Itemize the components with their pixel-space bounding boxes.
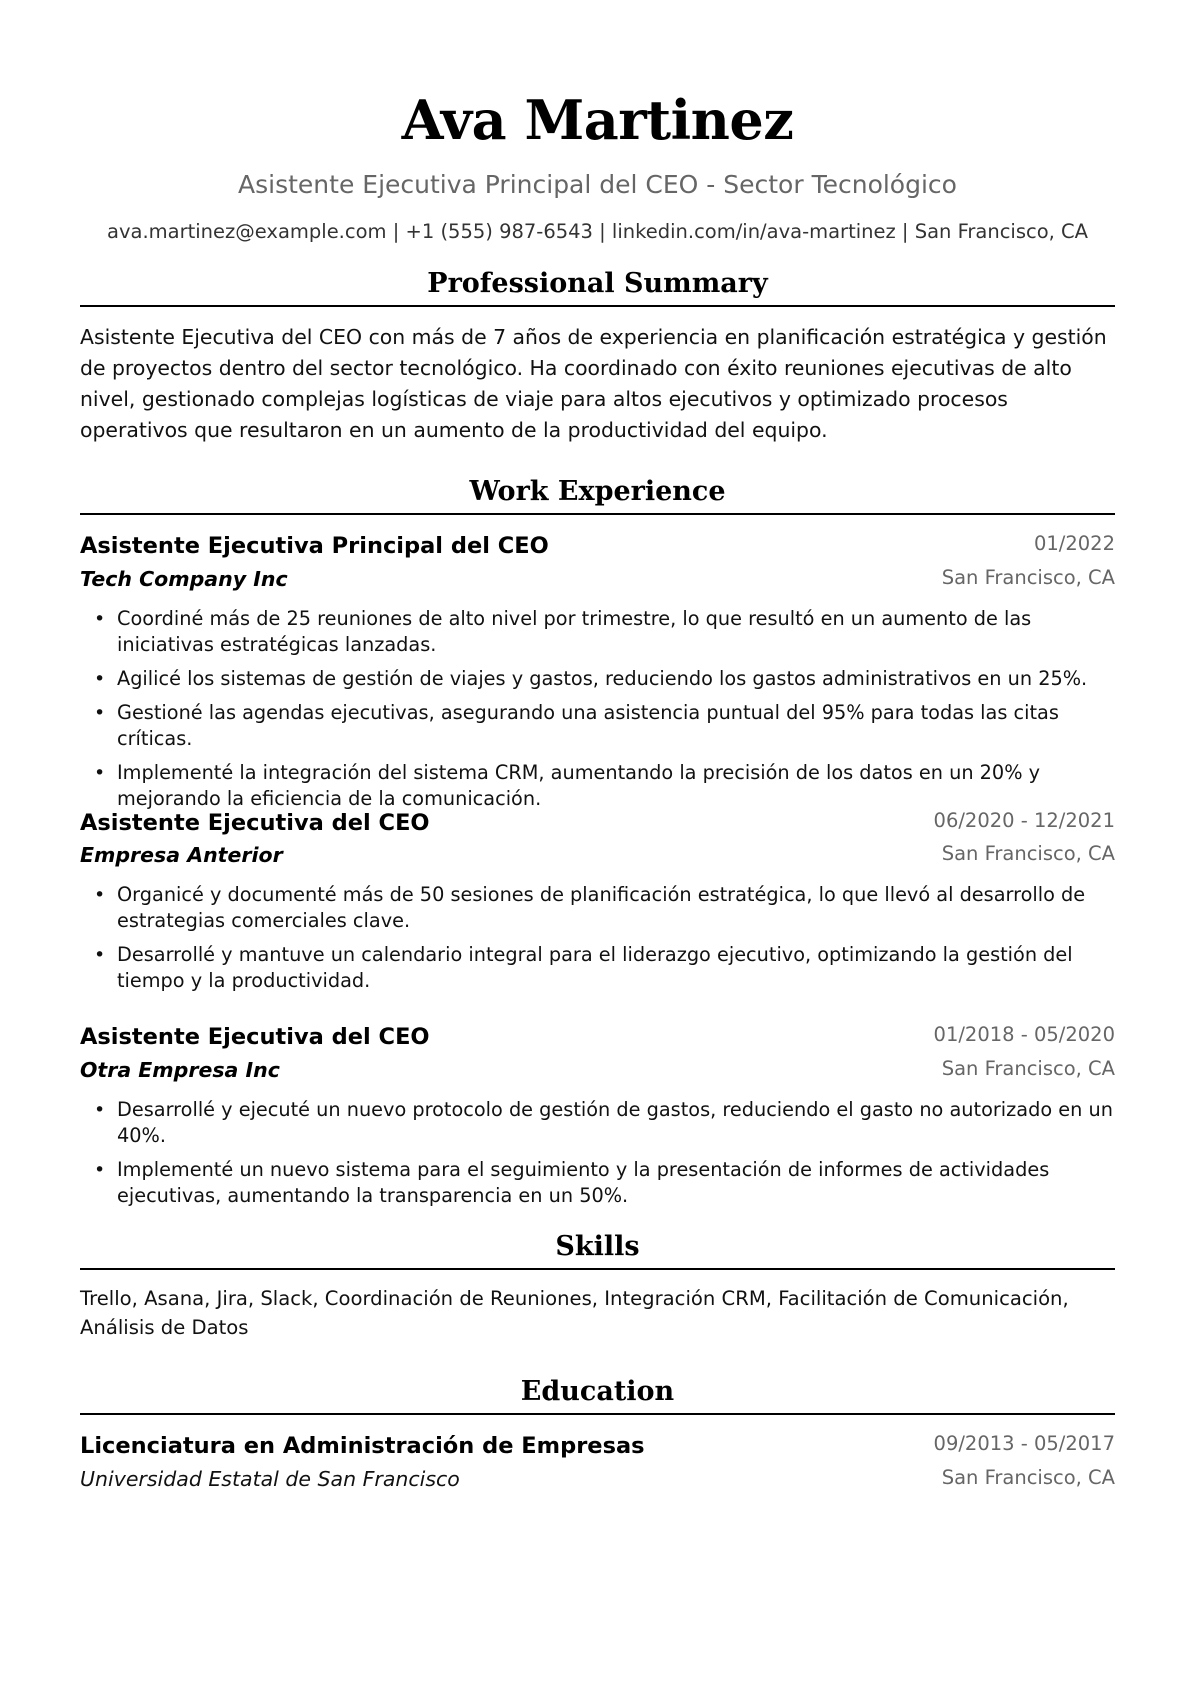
section-divider (80, 513, 1115, 515)
list-item: • Coordiné más de 25 reuniones de alto nivel por trimestre, lo que resultó en un aumento de las iniciativas estratégicas lanzadas. (94, 607, 1032, 656)
section-title-education: Education (520, 1376, 675, 1407)
bullet-icon: • (94, 1099, 106, 1121)
list-item: • Agilicé los sistemas de gestión de viajes y gastos, reduciendo los gastos administrativos en un 25%. (94, 667, 1088, 690)
skills-text: Trello, Asana, Jira, Slack, Coordinación de Reuniones, Integración CRM, Facilitación de Comunicación, Análisis de Datos (80, 1287, 1069, 1339)
job-bullets (80, 1097, 1115, 1217)
section-title-experience: Work Experience (469, 476, 726, 507)
section-divider (80, 1268, 1115, 1270)
bullet-icon: • (94, 944, 106, 966)
list-item: • Implementé un nuevo sistema para el seguimiento y la presentación de informes de actividades ejecutivas, aumentando la transparencia en un 50%. (94, 1158, 1050, 1207)
job-company: Empresa Anterior (80, 843, 283, 867)
job-location: San Francisco, CA (941, 566, 1115, 589)
job-bullets (80, 882, 1115, 1002)
job-bullets (80, 606, 1115, 820)
school-name: Universidad Estatal de San Francisco (80, 1467, 460, 1491)
education-location: San Francisco, CA (941, 1466, 1115, 1489)
candidate-name: Ava Martinez (401, 88, 794, 152)
section-title-summary: Professional Summary (427, 268, 768, 299)
education-date: 09/2013 - 05/2017 (933, 1432, 1115, 1455)
section-divider (80, 305, 1115, 307)
bullet-icon: • (94, 1159, 106, 1181)
bullet-icon: • (94, 762, 106, 784)
job-title: Asistente Ejecutiva del CEO (80, 1024, 430, 1050)
list-item: • Desarrollé y ejecuté un nuevo protocolo de gestión de gastos, reduciendo el gasto no autorizado en un 40%. (94, 1098, 1113, 1147)
list-item: • Implementé la integración del sistema CRM, aumentando la precisión de los datos en un 20% y mejorando la eficiencia de la comunicación. (94, 761, 1041, 810)
job-company: Otra Empresa Inc (80, 1058, 280, 1082)
bullet-icon: • (94, 668, 106, 690)
contact-line: ava.martinez@example.com | +1 (555) 987-6543 | linkedin.com/in/ava-martinez | San Francisco, CA (107, 220, 1088, 243)
job-title: Asistente Ejecutiva Principal del CEO (80, 533, 549, 559)
section-divider (80, 1413, 1115, 1415)
bullet-icon: • (94, 884, 106, 906)
job-location: San Francisco, CA (941, 1057, 1115, 1080)
candidate-headline: Asistente Ejecutiva Principal del CEO - Sector Tecnológico (238, 170, 957, 199)
job-title: Asistente Ejecutiva del CEO (80, 810, 430, 836)
summary-text: Asistente Ejecutiva del CEO con más de 7 años de experiencia en planificación estratégica y gestión de proyectos dentro del sector tecnológico. Ha coordinado con éxito reuniones ejecutivas de alto nivel, gestionado complejas logísticas de viaje para altos ejecutivos y optimizado procesos operativos que resultaron en un aumento de la productividad del equipo. (80, 325, 1107, 442)
job-date: 06/2020 - 12/2021 (933, 809, 1115, 832)
section-title-skills: Skills (555, 1231, 640, 1262)
job-date: 01/2022 (1033, 532, 1115, 555)
job-date: 01/2018 - 05/2020 (933, 1023, 1115, 1046)
job-company: Tech Company Inc (80, 567, 288, 591)
bullet-icon: • (94, 608, 106, 630)
job-location: San Francisco, CA (941, 842, 1115, 865)
list-item: • Organicé y documenté más de 50 sesiones de planificación estratégica, lo que llevó al desarrollo de estrategias comerciales clave. (94, 883, 1086, 932)
degree-title: Licenciatura en Administración de Empresas (80, 1433, 645, 1459)
list-item: • Desarrollé y mantuve un calendario integral para el liderazgo ejecutivo, optimizando la gestión del tiempo y la productividad. (94, 943, 1073, 992)
list-item: • Gestioné las agendas ejecutivas, asegurando una asistencia puntual del 95% para todas las citas críticas. (94, 701, 1059, 750)
bullet-icon: • (94, 702, 106, 724)
